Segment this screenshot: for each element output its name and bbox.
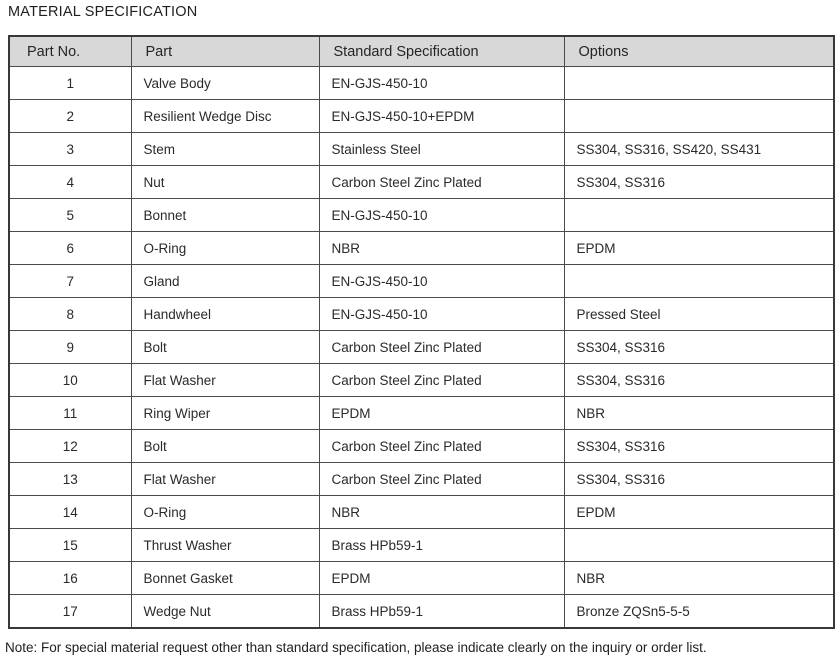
cell-part-no: 2 — [9, 100, 131, 133]
table-row — [9, 298, 834, 331]
cell-options — [564, 100, 834, 133]
cell-spec: Carbon Steel Zinc Plated — [319, 463, 564, 496]
cell-spec: NBR — [319, 232, 564, 265]
note-text: Note: For special material request other than standard specification, please indicate clearly on the inquiry or order list. — [5, 640, 707, 655]
col-header-options: Options — [564, 36, 834, 67]
col-header-part-no: Part No. — [9, 36, 131, 67]
cell-options: SS304, SS316 — [564, 166, 834, 199]
cell-part-no: 13 — [9, 463, 131, 496]
cell-part-no: 8 — [9, 298, 131, 331]
cell-part-no: 12 — [9, 430, 131, 463]
cell-part-no: 6 — [9, 232, 131, 265]
col-header-part: Part — [131, 36, 319, 67]
col-header-standard-specification: Standard Specification — [319, 36, 564, 67]
table-row — [9, 265, 834, 298]
cell-spec: Carbon Steel Zinc Plated — [319, 331, 564, 364]
cell-spec: Carbon Steel Zinc Plated — [319, 364, 564, 397]
table-row — [9, 100, 834, 133]
cell-spec: EPDM — [319, 562, 564, 595]
cell-spec: Carbon Steel Zinc Plated — [319, 430, 564, 463]
cell-part: Bolt — [131, 331, 319, 364]
table-row — [9, 199, 834, 232]
cell-spec: Stainless Steel — [319, 133, 564, 166]
material-spec-table — [8, 35, 835, 629]
cell-options: EPDM — [564, 232, 834, 265]
cell-options: Bronze ZQSn5-5-5 — [564, 595, 834, 629]
cell-options: Pressed Steel — [564, 298, 834, 331]
cell-part: O-Ring — [131, 232, 319, 265]
cell-spec: Carbon Steel Zinc Plated — [319, 166, 564, 199]
cell-part: Gland — [131, 265, 319, 298]
table-row — [9, 364, 834, 397]
cell-options: SS304, SS316 — [564, 331, 834, 364]
cell-options: NBR — [564, 397, 834, 430]
cell-spec: EN-GJS-450-10 — [319, 265, 564, 298]
cell-spec: EN-GJS-450-10 — [319, 298, 564, 331]
cell-part: Flat Washer — [131, 364, 319, 397]
cell-options — [564, 199, 834, 232]
cell-part: Ring Wiper — [131, 397, 319, 430]
table-row — [9, 67, 834, 100]
cell-part: Valve Body — [131, 67, 319, 100]
table-row — [9, 397, 834, 430]
cell-part: Resilient Wedge Disc — [131, 100, 319, 133]
table-row — [9, 166, 834, 199]
cell-part-no: 14 — [9, 496, 131, 529]
table-row — [9, 529, 834, 562]
cell-part-no: 10 — [9, 364, 131, 397]
cell-part-no: 1 — [9, 67, 131, 100]
cell-spec: NBR — [319, 496, 564, 529]
cell-options: SS304, SS316 — [564, 430, 834, 463]
cell-options — [564, 67, 834, 100]
cell-part: Nut — [131, 166, 319, 199]
cell-spec: Brass HPb59-1 — [319, 595, 564, 629]
table-body — [9, 67, 834, 629]
cell-part: Stem — [131, 133, 319, 166]
table-row — [9, 232, 834, 265]
cell-options: NBR — [564, 562, 834, 595]
cell-part: Handwheel — [131, 298, 319, 331]
cell-spec: EN-GJS-450-10 — [319, 199, 564, 232]
cell-part-no: 15 — [9, 529, 131, 562]
cell-spec: EN-GJS-450-10 — [319, 67, 564, 100]
cell-options — [564, 529, 834, 562]
cell-part: Bolt — [131, 430, 319, 463]
cell-part: Bonnet — [131, 199, 319, 232]
table-row — [9, 331, 834, 364]
table-row — [9, 562, 834, 595]
cell-part: Flat Washer — [131, 463, 319, 496]
cell-part: Wedge Nut — [131, 595, 319, 629]
cell-options: SS304, SS316 — [564, 463, 834, 496]
cell-options — [564, 265, 834, 298]
cell-part-no: 7 — [9, 265, 131, 298]
cell-part: Thrust Washer — [131, 529, 319, 562]
cell-part-no: 16 — [9, 562, 131, 595]
cell-part-no: 3 — [9, 133, 131, 166]
cell-spec: Brass HPb59-1 — [319, 529, 564, 562]
cell-part-no: 17 — [9, 595, 131, 629]
cell-part-no: 4 — [9, 166, 131, 199]
cell-part-no: 9 — [9, 331, 131, 364]
cell-part: Bonnet Gasket — [131, 562, 319, 595]
cell-part-no: 11 — [9, 397, 131, 430]
cell-part-no: 5 — [9, 199, 131, 232]
table-row — [9, 595, 834, 629]
table-row — [9, 496, 834, 529]
page-title: MATERIAL SPECIFICATION — [8, 4, 198, 20]
cell-options: SS304, SS316 — [564, 364, 834, 397]
table-row — [9, 133, 834, 166]
cell-spec: EPDM — [319, 397, 564, 430]
cell-spec: EN-GJS-450-10+EPDM — [319, 100, 564, 133]
cell-options: SS304, SS316, SS420, SS431 — [564, 133, 834, 166]
table-row — [9, 430, 834, 463]
cell-options: EPDM — [564, 496, 834, 529]
table-row — [9, 463, 834, 496]
cell-part: O-Ring — [131, 496, 319, 529]
header-row — [9, 36, 834, 67]
